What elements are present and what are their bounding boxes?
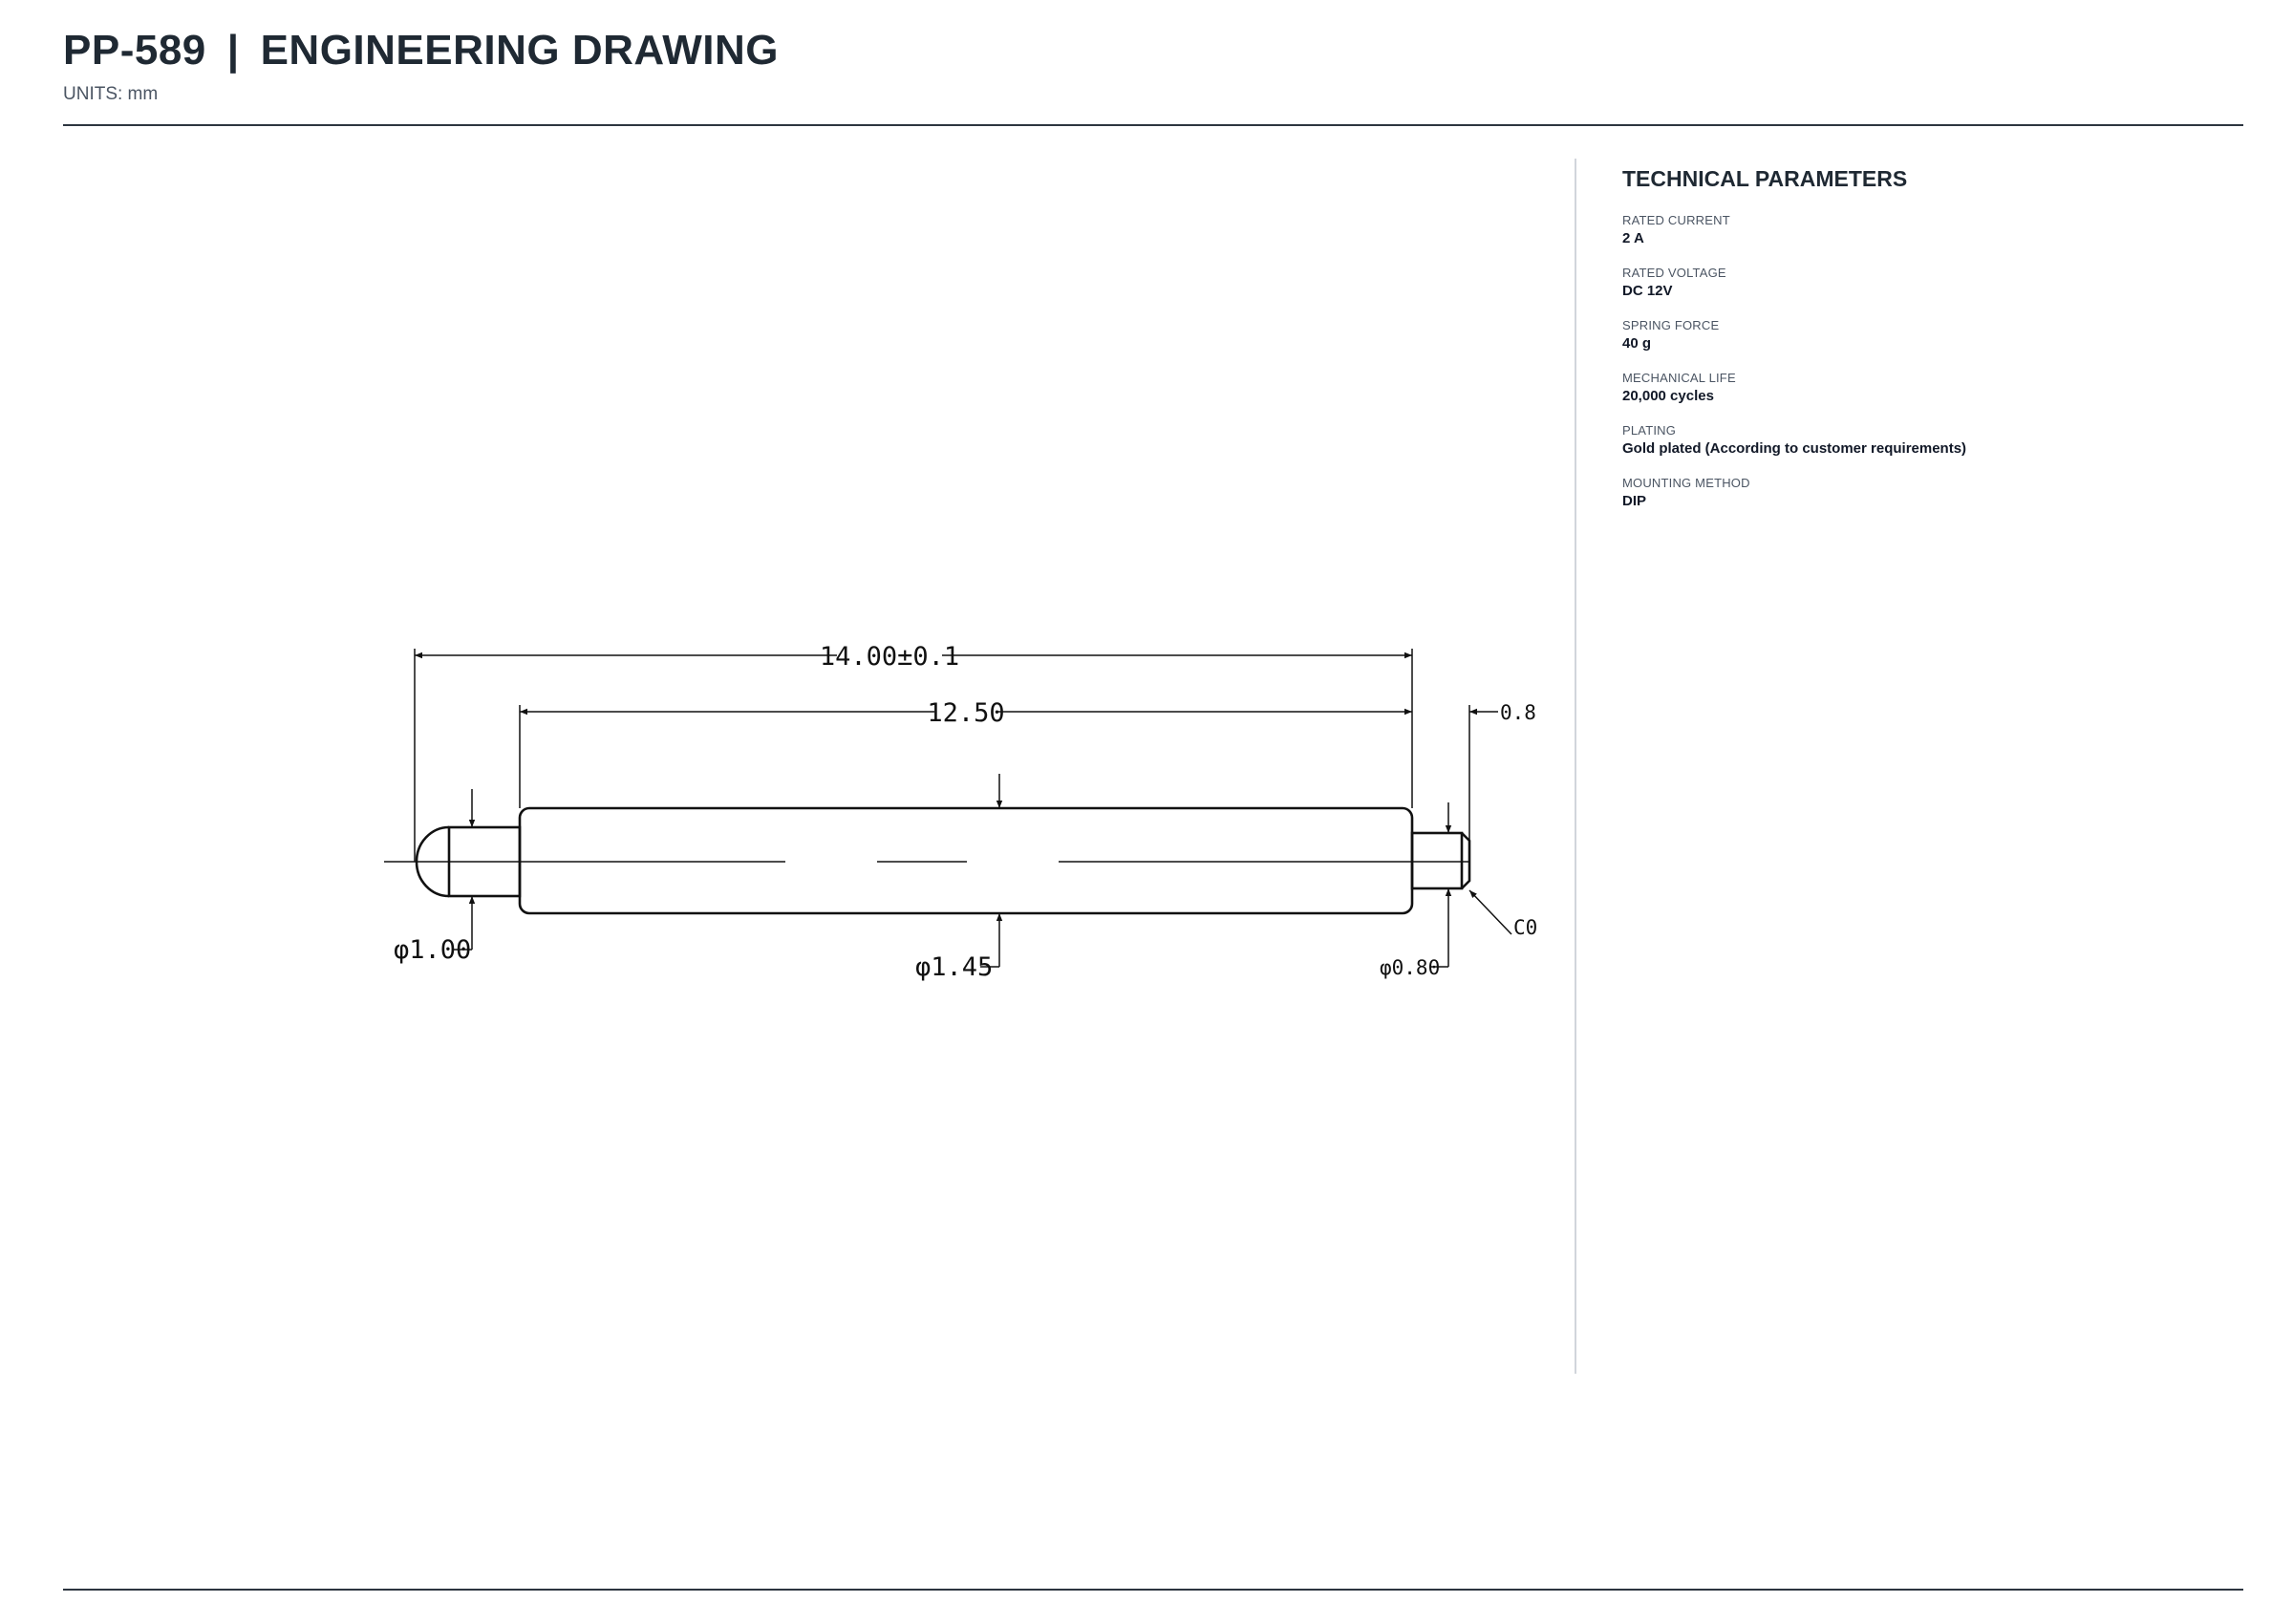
document-type: ENGINEERING DRAWING xyxy=(260,27,779,74)
param-value: DIP xyxy=(1622,493,1647,509)
title-separator: | xyxy=(226,27,240,74)
panel-divider xyxy=(1575,159,1576,1374)
param-spring-force xyxy=(1622,318,2215,352)
param-rated-voltage xyxy=(1622,266,2215,299)
dim-tail-diameter-text: φ0.80 xyxy=(1380,956,1441,979)
dim-tail-length xyxy=(1469,701,1536,724)
extension-lines xyxy=(415,649,1469,862)
dim-body-diameter-text: φ1.45 xyxy=(915,952,994,982)
header-divider xyxy=(63,124,2243,126)
units-label: UNITS: mm xyxy=(63,84,159,104)
footer-divider xyxy=(63,1589,2243,1591)
dim-overall-length-text: 14.00±0.1 xyxy=(819,642,960,672)
param-mounting-method xyxy=(1622,476,2215,509)
part-number: PP-589 xyxy=(63,27,206,74)
dim-overall-length xyxy=(415,642,1412,672)
dim-tail-diameter xyxy=(1380,802,1448,979)
dim-chamfer-text: C0 xyxy=(1513,916,1538,939)
dim-tip-diameter-text: φ1.00 xyxy=(394,935,472,965)
param-value: DC 12V xyxy=(1622,283,1673,299)
dim-body-diameter xyxy=(915,774,999,982)
dim-tip-diameter xyxy=(394,789,472,965)
param-value: 20,000 cycles xyxy=(1622,388,1714,404)
param-mechanical-life xyxy=(1622,371,2215,404)
param-label: SPRING FORCE xyxy=(1622,318,1720,332)
header xyxy=(63,27,779,105)
param-value: 40 g xyxy=(1622,335,1652,352)
tail-pin xyxy=(1412,833,1462,888)
param-label: MOUNTING METHOD xyxy=(1622,476,1750,490)
page-title xyxy=(63,27,779,75)
param-rated-current xyxy=(1622,213,2215,246)
technical-parameters-panel xyxy=(1622,166,2215,528)
engineering-drawing xyxy=(57,159,1538,1374)
param-label: RATED CURRENT xyxy=(1622,213,1730,227)
dim-body-length-text: 12.50 xyxy=(927,698,1005,728)
technical-parameters-title: TECHNICAL PARAMETERS xyxy=(1622,166,1908,191)
dim-chamfer xyxy=(1469,890,1537,939)
pogo-pin-drawing xyxy=(57,159,1538,1374)
param-label: PLATING xyxy=(1622,423,1677,438)
part-outline xyxy=(417,808,1469,913)
pin-body xyxy=(520,808,1412,913)
param-label: RATED VOLTAGE xyxy=(1622,266,1726,280)
dim-tail-length-text: 0.8 xyxy=(1500,701,1536,724)
param-value: Gold plated (According to customer requirements) xyxy=(1622,440,1967,457)
param-plating xyxy=(1622,423,2215,457)
param-value: 2 A xyxy=(1622,230,1644,246)
dim-body-length xyxy=(520,698,1412,728)
param-label: MECHANICAL LIFE xyxy=(1622,371,1736,385)
